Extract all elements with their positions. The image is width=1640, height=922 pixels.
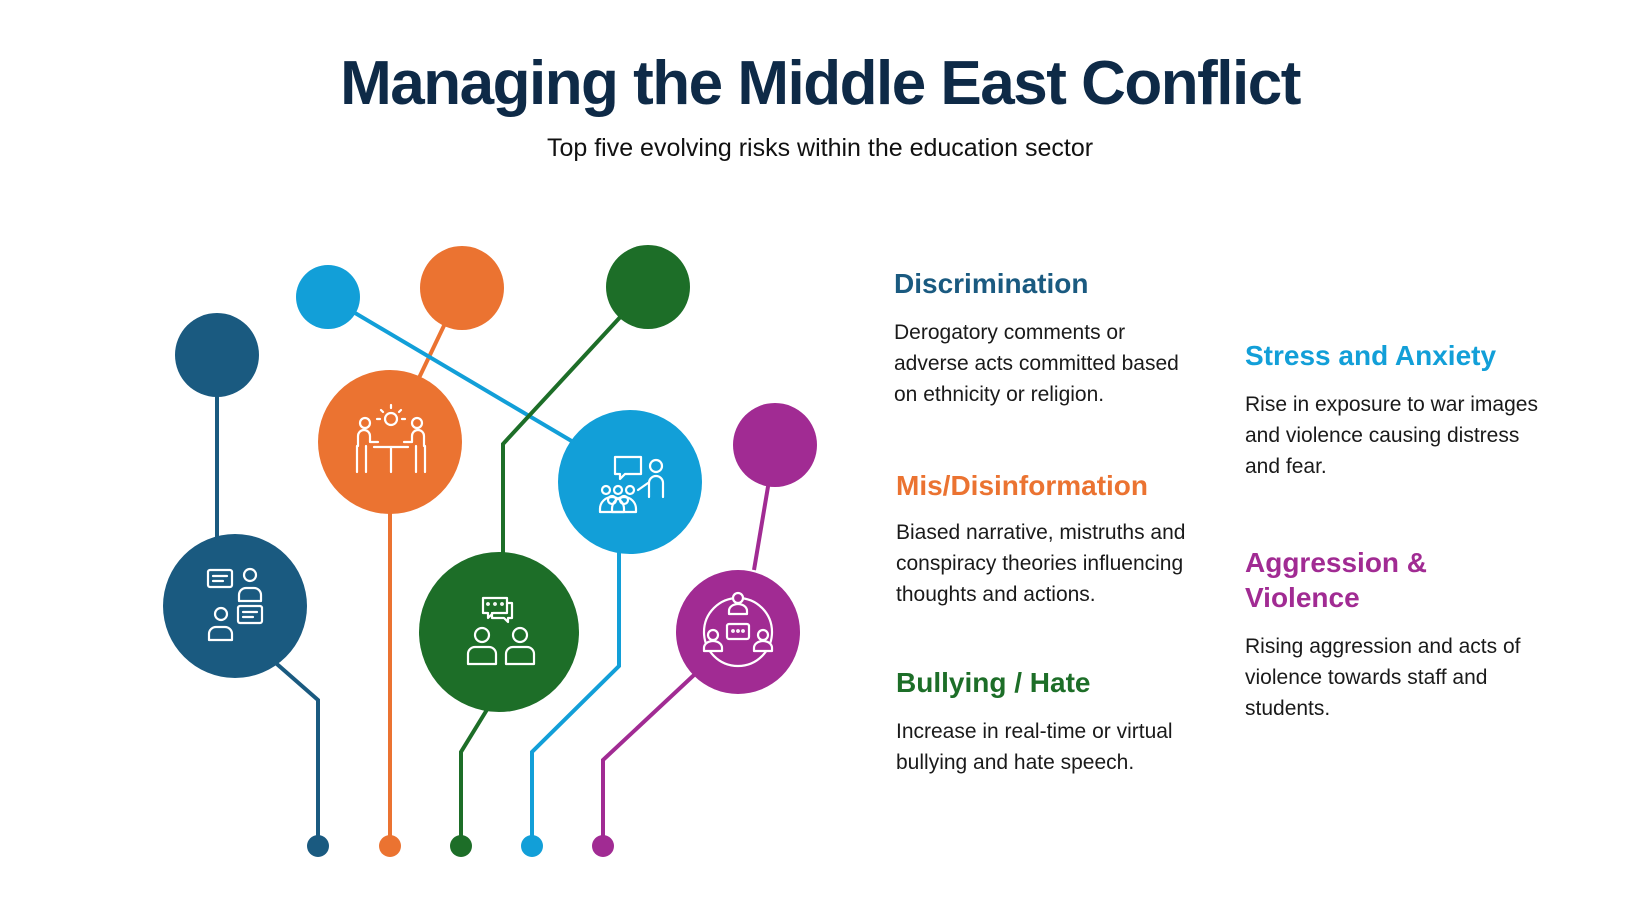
risk-description: Biased narrative, mistruths and conspiracy theories influencing thoughts and actions. — [896, 521, 1186, 606]
green-end-dot — [450, 835, 472, 857]
navy-discussion-node — [163, 534, 307, 678]
blue-presentation-node — [558, 410, 702, 554]
purple-end-dot — [592, 835, 614, 857]
risk-discrimination — [894, 266, 1194, 410]
risk-title: Mis/Disinformation — [896, 470, 1149, 501]
risk-title: Discrimination — [894, 268, 1089, 299]
orange-meeting-node — [318, 370, 462, 514]
risk-description: Increase in real-time or virtual bullying and hate speech. — [896, 720, 1173, 774]
risk-bullying — [896, 665, 1196, 778]
blue-top-dot — [296, 265, 360, 329]
purple-top-dot — [733, 403, 817, 487]
page-subtitle: Top five evolving risks within the education sector — [546, 134, 1094, 162]
risk-stress-anxiety — [1245, 338, 1545, 482]
risk-title: Stress and Anxiety — [1245, 340, 1497, 371]
risk-description: Rising aggression and acts of violence towards staff and students. — [1245, 635, 1521, 720]
green-top-dot — [606, 245, 690, 329]
risk-title: Bullying / Hate — [896, 667, 1091, 698]
orange-end-dot — [379, 835, 401, 857]
blue-end-dot — [521, 835, 543, 857]
navy-end-dot — [307, 835, 329, 857]
page-title: Managing the Middle East Conflict — [340, 49, 1300, 118]
risk-aggression-violence — [1245, 545, 1545, 724]
purple-connector-stem — [603, 675, 694, 838]
risk-title: Aggression & Violence — [1245, 547, 1428, 613]
green-connector-stem — [461, 708, 488, 838]
navy-top-dot — [175, 313, 259, 397]
risk-misinformation — [896, 468, 1206, 610]
orange-top-dot — [420, 246, 504, 330]
navy-connector-stem — [270, 658, 318, 838]
risk-description: Derogatory comments or adverse acts committed based on ethnicity or religion. — [894, 321, 1179, 406]
purple-network-node — [676, 570, 800, 694]
risk-description: Rise in exposure to war images and violence causing distress and fear. — [1245, 393, 1538, 478]
green-collaboration-node — [419, 552, 579, 712]
